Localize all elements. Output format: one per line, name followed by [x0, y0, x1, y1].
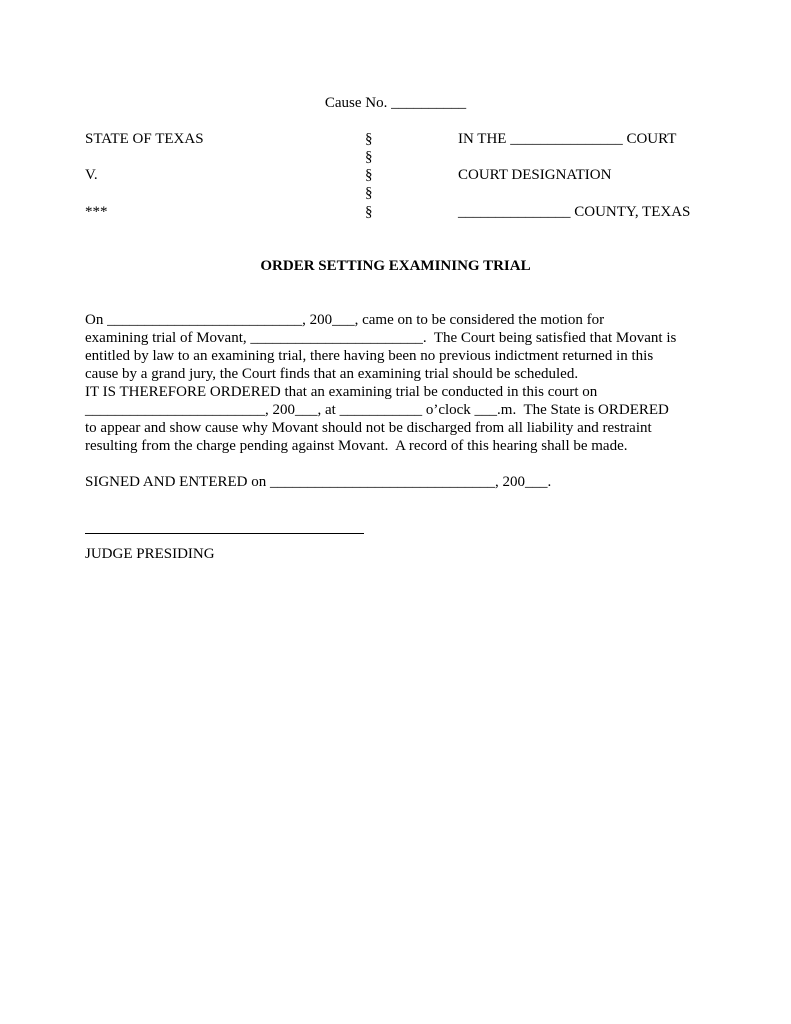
body-line: to appear and show cause why Movant should not be discharged from all liability and restraint: [85, 420, 652, 436]
section-mark: §: [365, 167, 373, 183]
section-mark: §: [365, 149, 373, 165]
section-mark: §: [365, 185, 373, 201]
caption-court-designation: COURT DESIGNATION: [458, 167, 612, 183]
judge-presiding-label: JUDGE PRESIDING: [85, 546, 215, 562]
caption-versus: V.: [85, 167, 98, 183]
body-line: resulting from the charge pending against Movant. A record of this hearing shall be made.: [85, 438, 628, 454]
body-line: ________________________, 200___, at ___________ o’clock ___.m. The State is ORDERED: [85, 402, 669, 418]
body-line: IT IS THEREFORE ORDERED that an examining trial be conducted in this court on: [85, 384, 598, 400]
body-line: cause by a grand jury, the Court finds that an examining trial should be scheduled.: [85, 366, 579, 382]
caption-county: _______________ COUNTY, TEXAS: [458, 204, 691, 220]
signature-line: [85, 533, 364, 534]
body-line: entitled by law to an examining trial, there having been no previous indictment returned in this: [85, 348, 654, 364]
section-mark: §: [365, 204, 373, 220]
body-line: On __________________________, 200___, came on to be considered the motion for: [85, 312, 605, 328]
caption-party-state: STATE OF TEXAS: [85, 131, 204, 147]
document-title: ORDER SETTING EXAMINING TRIAL: [260, 258, 531, 274]
cause-number: Cause No. __________: [324, 95, 467, 111]
caption-court: IN THE _______________ COURT: [458, 131, 677, 147]
caption-defendant: ***: [85, 204, 108, 220]
body-line: examining trial of Movant, _______________________. The Court being satisfied that Movant is: [85, 330, 677, 346]
signed-and-entered-line: SIGNED AND ENTERED on ______________________________, 200___.: [85, 474, 552, 490]
section-mark: §: [365, 131, 373, 147]
